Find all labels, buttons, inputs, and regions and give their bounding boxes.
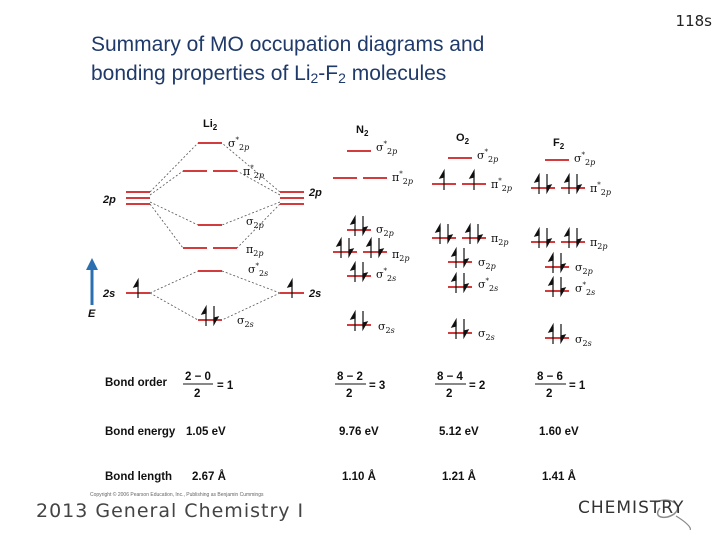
li2-left-2s-label: 2s	[103, 288, 116, 300]
course-footer: 2013 General Chemistry I	[36, 500, 305, 522]
li2-mo-levels	[183, 143, 237, 320]
li2-bond-length: 2.67 Å	[192, 471, 226, 483]
svg-text:π*2p: $\pi^*_{2p}$	[243, 164, 264, 180]
svg-text:σ2p: $\sigma_{2p}$	[478, 256, 496, 271]
f2-bo-value: = 1	[569, 380, 586, 392]
f2-bond-energy: 1.60 eV	[539, 426, 579, 438]
header-n2: $N_2$	[356, 124, 369, 138]
properties-table	[105, 371, 586, 483]
li2-bond-energy: 1.05 eV	[186, 426, 226, 438]
li2-right-2p-label: 2p	[309, 187, 322, 199]
title-sub-2: 2	[338, 70, 346, 86]
n2-bond-length: 1.10 Å	[342, 471, 376, 483]
svg-text:σ2p: $\sigma_{2p}$	[575, 261, 593, 276]
svg-text:π2p: $\pi_{2p}$	[246, 243, 264, 258]
o2-mo-levels	[432, 158, 486, 333]
svg-text:π*2p: $\pi^*_{2p}$	[392, 170, 413, 186]
svg-text:σ2p: $\sigma_{2p}$	[376, 223, 394, 238]
n2-bo-value: = 3	[369, 380, 386, 392]
chemistry-logo-text: CHEMISTRY	[578, 498, 685, 518]
n2-mo-labels	[376, 140, 413, 335]
o2-bo-denominator: 2	[446, 388, 453, 400]
o2-bo-numerator: 8 − 4	[437, 371, 463, 383]
title-line-2b: -F	[318, 62, 339, 85]
title-line-2a: bonding properties of Li	[91, 62, 311, 85]
o2-bond-energy: 5.12 eV	[439, 426, 479, 438]
title-line-1: Summary of MO occupation diagrams and	[91, 33, 485, 56]
row-label-bond-length: Bond length	[105, 471, 173, 483]
o2-bond-length: 1.21 Å	[442, 471, 476, 483]
svg-text:σ*2p: $\sigma^*_{2p}$	[376, 140, 398, 156]
f2-bo-denominator: 2	[546, 388, 553, 400]
slide-number: 118s	[675, 12, 712, 30]
li2-right-2s-label: 2s	[309, 288, 322, 300]
copyright-notice: Copyright © 2006 Pearson Education, Inc., Publishing as Benjamin Cummings	[90, 492, 264, 498]
li2-left-2p-levels	[126, 192, 150, 204]
energy-label: E	[88, 308, 96, 320]
f2-mo-labels	[574, 151, 611, 348]
n2-bond-energy: 9.76 eV	[339, 426, 379, 438]
svg-text:σ*2s: $\sigma^*_{2s}$	[575, 281, 596, 297]
li2-mo-electrons	[202, 306, 218, 326]
n2-bo-numerator: 8 − 2	[337, 371, 363, 383]
svg-text:σ2s: $\sigma_{2s}$	[378, 320, 395, 335]
header-li2: $Li_2$	[203, 118, 218, 132]
svg-text:π2p: $\pi_{2p}$	[392, 248, 410, 263]
title-line-2c: molecules	[345, 62, 447, 85]
row-label-bond-energy: Bond energy	[105, 426, 176, 438]
svg-text:π2p: $\pi_{2p}$	[590, 236, 608, 251]
li2-ao-electrons	[134, 280, 292, 298]
svg-text:σ*2p: $\sigma^*_{2p}$	[228, 136, 250, 152]
li2-left-2p-label: 2p	[103, 194, 116, 206]
header-o2: $O_2$	[456, 132, 470, 146]
n2-bo-denominator: 2	[346, 388, 353, 400]
li2-bo-denominator: 2	[194, 388, 201, 400]
svg-text:σ*2s: $\sigma^*_{2s}$	[478, 277, 499, 293]
f2-bond-length: 1.41 Å	[542, 471, 576, 483]
o2-mo-labels	[477, 148, 512, 342]
svg-text:π*2p: $\pi^*_{2p}$	[491, 177, 512, 193]
svg-text:σ2s: $\sigma_{2s}$	[478, 327, 495, 342]
svg-text:σ*2p: $\sigma^*_{2p}$	[574, 151, 596, 167]
li2-right-2p-levels	[280, 192, 304, 204]
o2-mo-electrons	[436, 171, 482, 339]
svg-text:σ*2s: $\sigma^*_{2s}$	[376, 267, 397, 283]
li2-bo-value: = 1	[217, 380, 234, 392]
title-sub-1: 2	[310, 70, 319, 86]
svg-text:π*2p: $\pi^*_{2p}$	[590, 181, 611, 197]
header-f2: $F_2$	[553, 137, 565, 151]
svg-text:σ*2p: $\sigma^*_{2p}$	[477, 148, 499, 164]
svg-text:σ2s: $\sigma_{2s}$	[237, 314, 254, 329]
f2-mo-electrons	[535, 174, 581, 344]
row-label-bond-order: Bond order	[105, 377, 167, 389]
svg-text:σ2p: $\sigma_{2p}$	[246, 215, 264, 230]
svg-text:π2p: $\pi_{2p}$	[491, 232, 509, 247]
svg-text:σ*2s: $\sigma^*_{2s}$	[248, 262, 269, 278]
svg-text:σ2s: $\sigma_{2s}$	[575, 333, 592, 348]
li2-mo-labels	[228, 136, 268, 329]
o2-bo-value: = 2	[469, 380, 486, 392]
li2-correlation-lines	[150, 143, 280, 320]
li2-bo-numerator: 2 − 0	[185, 371, 211, 383]
energy-axis-arrowhead	[86, 258, 98, 270]
f2-bo-numerator: 8 − 6	[537, 371, 563, 383]
